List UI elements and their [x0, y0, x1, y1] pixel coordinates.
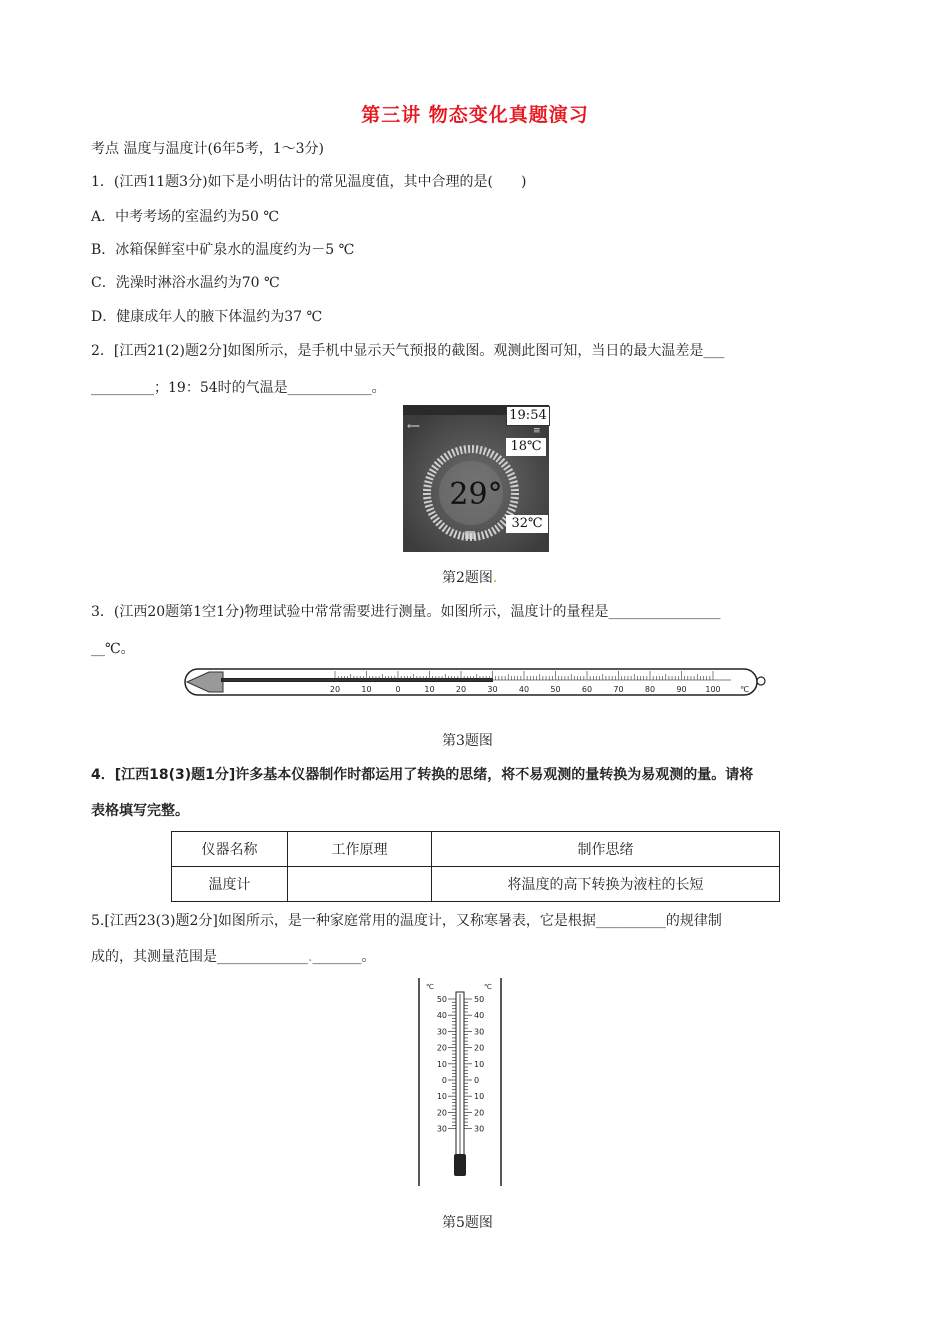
- lab-thermometer-graphic: [183, 666, 768, 700]
- household-scale-label: 30: [474, 1027, 485, 1037]
- q1-stem: 1．(江西11题3分)如下是小明估计的常见温度值，其中合理的是( ): [91, 174, 527, 190]
- svg-text:⟸: ⟸: [407, 422, 420, 432]
- lab-scale-label: 10: [361, 685, 372, 694]
- svg-text:℃: ℃: [484, 983, 492, 991]
- household-scale-label: 20: [436, 1108, 447, 1118]
- q4-stem-line2: 表格填写完整。: [91, 803, 189, 819]
- q1-option-d: D．健康成年人的腋下体温约为37 ℃: [91, 309, 323, 325]
- high-temp-label: 32℃: [506, 515, 548, 533]
- table-header-row: [172, 832, 780, 867]
- q4-stem-line1: 4．[江西18(3)题1分]许多基本仪器制作时都运用了转换的思绪，将不易观测的量转换为易观测的量。请将: [91, 767, 754, 783]
- household-scale-label: 10: [474, 1059, 485, 1069]
- current-temp-label: 29°: [449, 477, 503, 512]
- svg-text:≡: ≡: [533, 426, 541, 436]
- section-heading: 考点 温度与温度计(6年5考，1～3分): [91, 141, 325, 157]
- lab-thermometer-figure: [183, 666, 768, 700]
- household-scale-label: 10: [474, 1092, 485, 1102]
- lab-scale-label: 50: [550, 685, 561, 694]
- q5-caption: 第5题图: [442, 1215, 493, 1231]
- weather-phone-screenshot: [403, 405, 549, 552]
- lab-scale-label: 70: [613, 685, 624, 694]
- lab-scale-label: 30: [487, 685, 498, 694]
- q2-stem-line1: 2．[江西21(2)题2分]如图所示，是手机中显示天气预报的截图。观测此图可知，当日的最大温差是___: [91, 343, 725, 359]
- household-scale-label: 20: [474, 1043, 485, 1053]
- household-scale-label: 30: [474, 1124, 485, 1134]
- time-label: 19:54: [506, 406, 550, 426]
- lab-scale-label: 40: [518, 685, 530, 694]
- household-thermometer-graphic: [418, 978, 502, 1186]
- lab-scale-label: 90: [676, 685, 687, 694]
- lab-scale-label: 0: [395, 685, 401, 694]
- household-thermometer-figure: [418, 978, 502, 1186]
- table-cell-blank[interactable]: [288, 867, 432, 902]
- svg-text:℃: ℃: [426, 983, 434, 991]
- q2-caption: 第2题图.: [442, 570, 498, 586]
- household-scale-label: 10: [436, 1059, 447, 1069]
- household-scale-label: 50: [474, 995, 485, 1004]
- q3-caption: 第3题图: [442, 733, 493, 749]
- household-scale-label: 10: [436, 1092, 447, 1102]
- lab-scale-label: 100: [705, 685, 721, 694]
- household-scale-label: 50: [436, 995, 447, 1004]
- lab-scale-label: 20: [455, 685, 467, 694]
- table-row: [172, 867, 780, 902]
- lab-scale-label: 10: [424, 685, 435, 694]
- household-scale-label: 0: [441, 1076, 447, 1085]
- q3-stem-line2: __℃。: [91, 641, 135, 657]
- page-title: 第三讲 物态变化真题演习: [361, 104, 589, 126]
- table-header-cell: 仪器名称: [172, 832, 288, 867]
- q1-option-b: B．冰箱保鲜室中矿泉水的温度约为－5 ℃: [91, 242, 355, 258]
- lab-scale-label: 60: [581, 685, 593, 694]
- household-scale-label: 20: [436, 1043, 447, 1053]
- q5-stem-line1: 5.[江西23(3)题2分]如图所示，是一种家庭常用的温度计，又称寒暑表，它是根据__________的规律制: [91, 913, 722, 929]
- lab-scale-label: ℃: [740, 685, 749, 694]
- household-scale-label: 40: [436, 1011, 447, 1021]
- q3-stem-line1: 3．(江西20题第1空1分)物理试验中常常需要进行测量。如图所示，温度计的量程是________________: [91, 604, 721, 620]
- household-scale-label: 30: [436, 1027, 447, 1037]
- instrument-table: [171, 831, 780, 902]
- lab-scale-label: 20: [329, 685, 341, 694]
- thermometer-bulb: [454, 1154, 466, 1176]
- table-cell: 温度计: [172, 867, 288, 902]
- table-header-cell: 制作思绪: [432, 832, 780, 867]
- q2-stem-line2: _________；19：54时的气温是____________。: [91, 380, 386, 396]
- q1-option-c: C．洗澡时淋浴水温约为70 ℃: [91, 275, 280, 291]
- lab-scale-label: 80: [644, 685, 656, 694]
- low-temp-label: 18℃: [506, 438, 546, 456]
- q1-option-a: A．中考考场的室温约为50 ℃: [91, 209, 280, 225]
- household-scale-label: 0: [474, 1076, 480, 1085]
- household-scale-label: 20: [474, 1108, 485, 1118]
- household-scale-label: 30: [436, 1124, 447, 1134]
- household-scale-label: 40: [474, 1011, 485, 1021]
- q5-stem-line2: 成的，其测量范围是_____________._______。: [91, 949, 376, 965]
- table-header-cell: 工作原理: [288, 832, 432, 867]
- table-cell: 将温度的高下转换为液柱的长短: [432, 867, 780, 902]
